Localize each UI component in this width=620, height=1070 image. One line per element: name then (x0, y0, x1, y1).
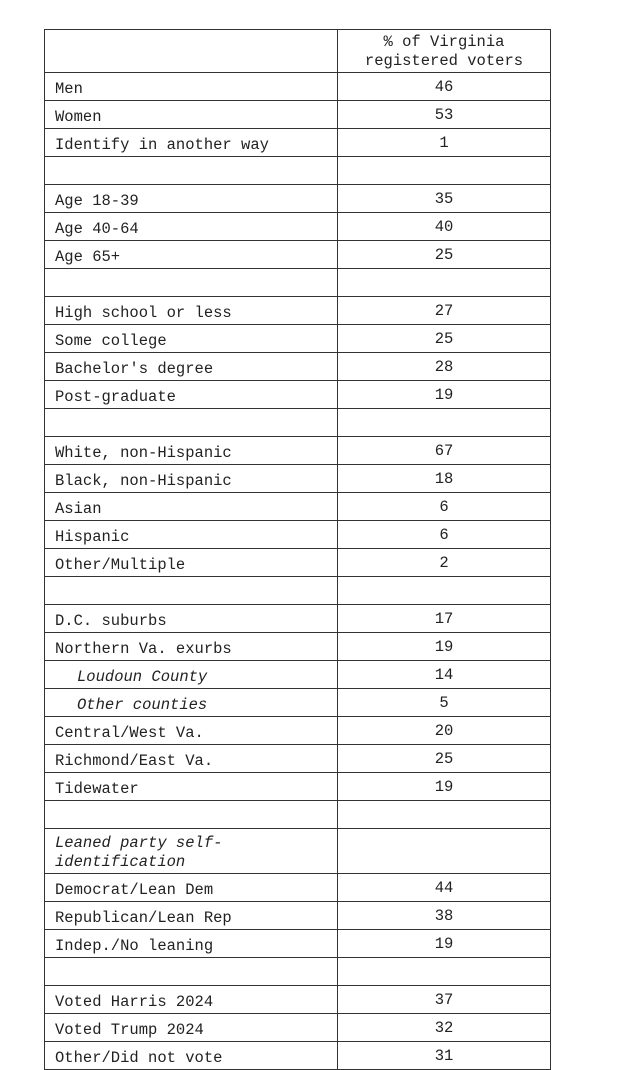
row-value: 19 (338, 381, 551, 409)
row-value (338, 269, 551, 297)
row-label: Republican/Lean Rep (45, 902, 338, 930)
section-heading-label (45, 829, 338, 874)
table-row (45, 986, 551, 1014)
table-row (45, 73, 551, 101)
section-heading-line1: Leaned party self- (55, 834, 223, 852)
table-row (45, 325, 551, 353)
row-label: Other/Multiple (45, 549, 338, 577)
row-value (338, 577, 551, 605)
row-value: 6 (338, 493, 551, 521)
row-label (45, 409, 338, 437)
row-label: Democrat/Lean Dem (45, 874, 338, 902)
table-row-subregion (45, 689, 551, 717)
table-row (45, 241, 551, 269)
row-value: 1 (338, 129, 551, 157)
table-row (45, 717, 551, 745)
row-value (338, 409, 551, 437)
header-value-line2: registered voters (364, 52, 524, 70)
header-value-cell (338, 30, 551, 73)
table-spacer-row (45, 801, 551, 829)
table-row (45, 101, 551, 129)
row-value: 28 (338, 353, 551, 381)
row-value: 67 (338, 437, 551, 465)
row-label-indented: Other counties (45, 689, 338, 717)
row-label (45, 157, 338, 185)
row-value: 25 (338, 241, 551, 269)
table-spacer-row (45, 409, 551, 437)
row-label: Age 40-64 (45, 213, 338, 241)
row-label: Age 18-39 (45, 185, 338, 213)
row-label: Other/Did not vote (45, 1042, 338, 1070)
row-label: Age 65+ (45, 241, 338, 269)
row-label: Identify in another way (45, 129, 338, 157)
row-value: 27 (338, 297, 551, 325)
row-label: Hispanic (45, 521, 338, 549)
row-label: Women (45, 101, 338, 129)
row-label: Northern Va. exurbs (45, 633, 338, 661)
row-value: 44 (338, 874, 551, 902)
row-value: 35 (338, 185, 551, 213)
table-spacer-row (45, 157, 551, 185)
row-label (45, 958, 338, 986)
table-row (45, 1014, 551, 1042)
table-header-row (45, 30, 551, 73)
table-row (45, 381, 551, 409)
row-value: 14 (338, 661, 551, 689)
table-row (45, 605, 551, 633)
table-row (45, 745, 551, 773)
table-row (45, 185, 551, 213)
row-value: 19 (338, 633, 551, 661)
table-section-heading-row (45, 829, 551, 874)
row-value: 6 (338, 521, 551, 549)
row-label: Bachelor's degree (45, 353, 338, 381)
row-label: Men (45, 73, 338, 101)
row-value: 25 (338, 745, 551, 773)
row-label (45, 577, 338, 605)
table-row (45, 930, 551, 958)
row-value: 37 (338, 986, 551, 1014)
row-label: Black, non-Hispanic (45, 465, 338, 493)
row-label: Indep./No leaning (45, 930, 338, 958)
row-label: White, non-Hispanic (45, 437, 338, 465)
table-row (45, 213, 551, 241)
row-value: 31 (338, 1042, 551, 1070)
table-spacer-row (45, 958, 551, 986)
row-label: High school or less (45, 297, 338, 325)
row-value: 17 (338, 605, 551, 633)
row-value: 20 (338, 717, 551, 745)
row-label (45, 801, 338, 829)
table-spacer-row (45, 577, 551, 605)
row-label: Tidewater (45, 773, 338, 801)
table-row (45, 633, 551, 661)
row-label: Asian (45, 493, 338, 521)
row-label: Post-graduate (45, 381, 338, 409)
row-value: 5 (338, 689, 551, 717)
table-row (45, 437, 551, 465)
row-value (338, 801, 551, 829)
row-value: 18 (338, 465, 551, 493)
row-value: 25 (338, 325, 551, 353)
table-row-subregion (45, 661, 551, 689)
row-label (45, 269, 338, 297)
row-value (338, 157, 551, 185)
table-row (45, 493, 551, 521)
section-heading-line2: identification (55, 853, 186, 871)
table-row (45, 353, 551, 381)
table-row (45, 1042, 551, 1070)
row-label: Voted Harris 2024 (45, 986, 338, 1014)
table-row (45, 297, 551, 325)
row-value (338, 829, 551, 874)
table-row (45, 549, 551, 577)
row-value: 19 (338, 930, 551, 958)
row-value (338, 958, 551, 986)
row-label: Richmond/East Va. (45, 745, 338, 773)
table-row (45, 521, 551, 549)
row-label: Voted Trump 2024 (45, 1014, 338, 1042)
row-value: 46 (338, 73, 551, 101)
row-label: D.C. suburbs (45, 605, 338, 633)
header-value-line1: % of Virginia (383, 33, 505, 51)
header-label-cell (45, 30, 338, 73)
table-row (45, 874, 551, 902)
row-label: Some college (45, 325, 338, 353)
table-row (45, 773, 551, 801)
row-value: 32 (338, 1014, 551, 1042)
demographics-table (44, 29, 551, 1070)
table-spacer-row (45, 269, 551, 297)
row-label-indented: Loudoun County (45, 661, 338, 689)
row-value: 40 (338, 213, 551, 241)
row-label: Central/West Va. (45, 717, 338, 745)
row-value: 53 (338, 101, 551, 129)
row-value: 2 (338, 549, 551, 577)
table-row (45, 902, 551, 930)
row-value: 19 (338, 773, 551, 801)
table-row (45, 465, 551, 493)
row-value: 38 (338, 902, 551, 930)
table-row (45, 129, 551, 157)
